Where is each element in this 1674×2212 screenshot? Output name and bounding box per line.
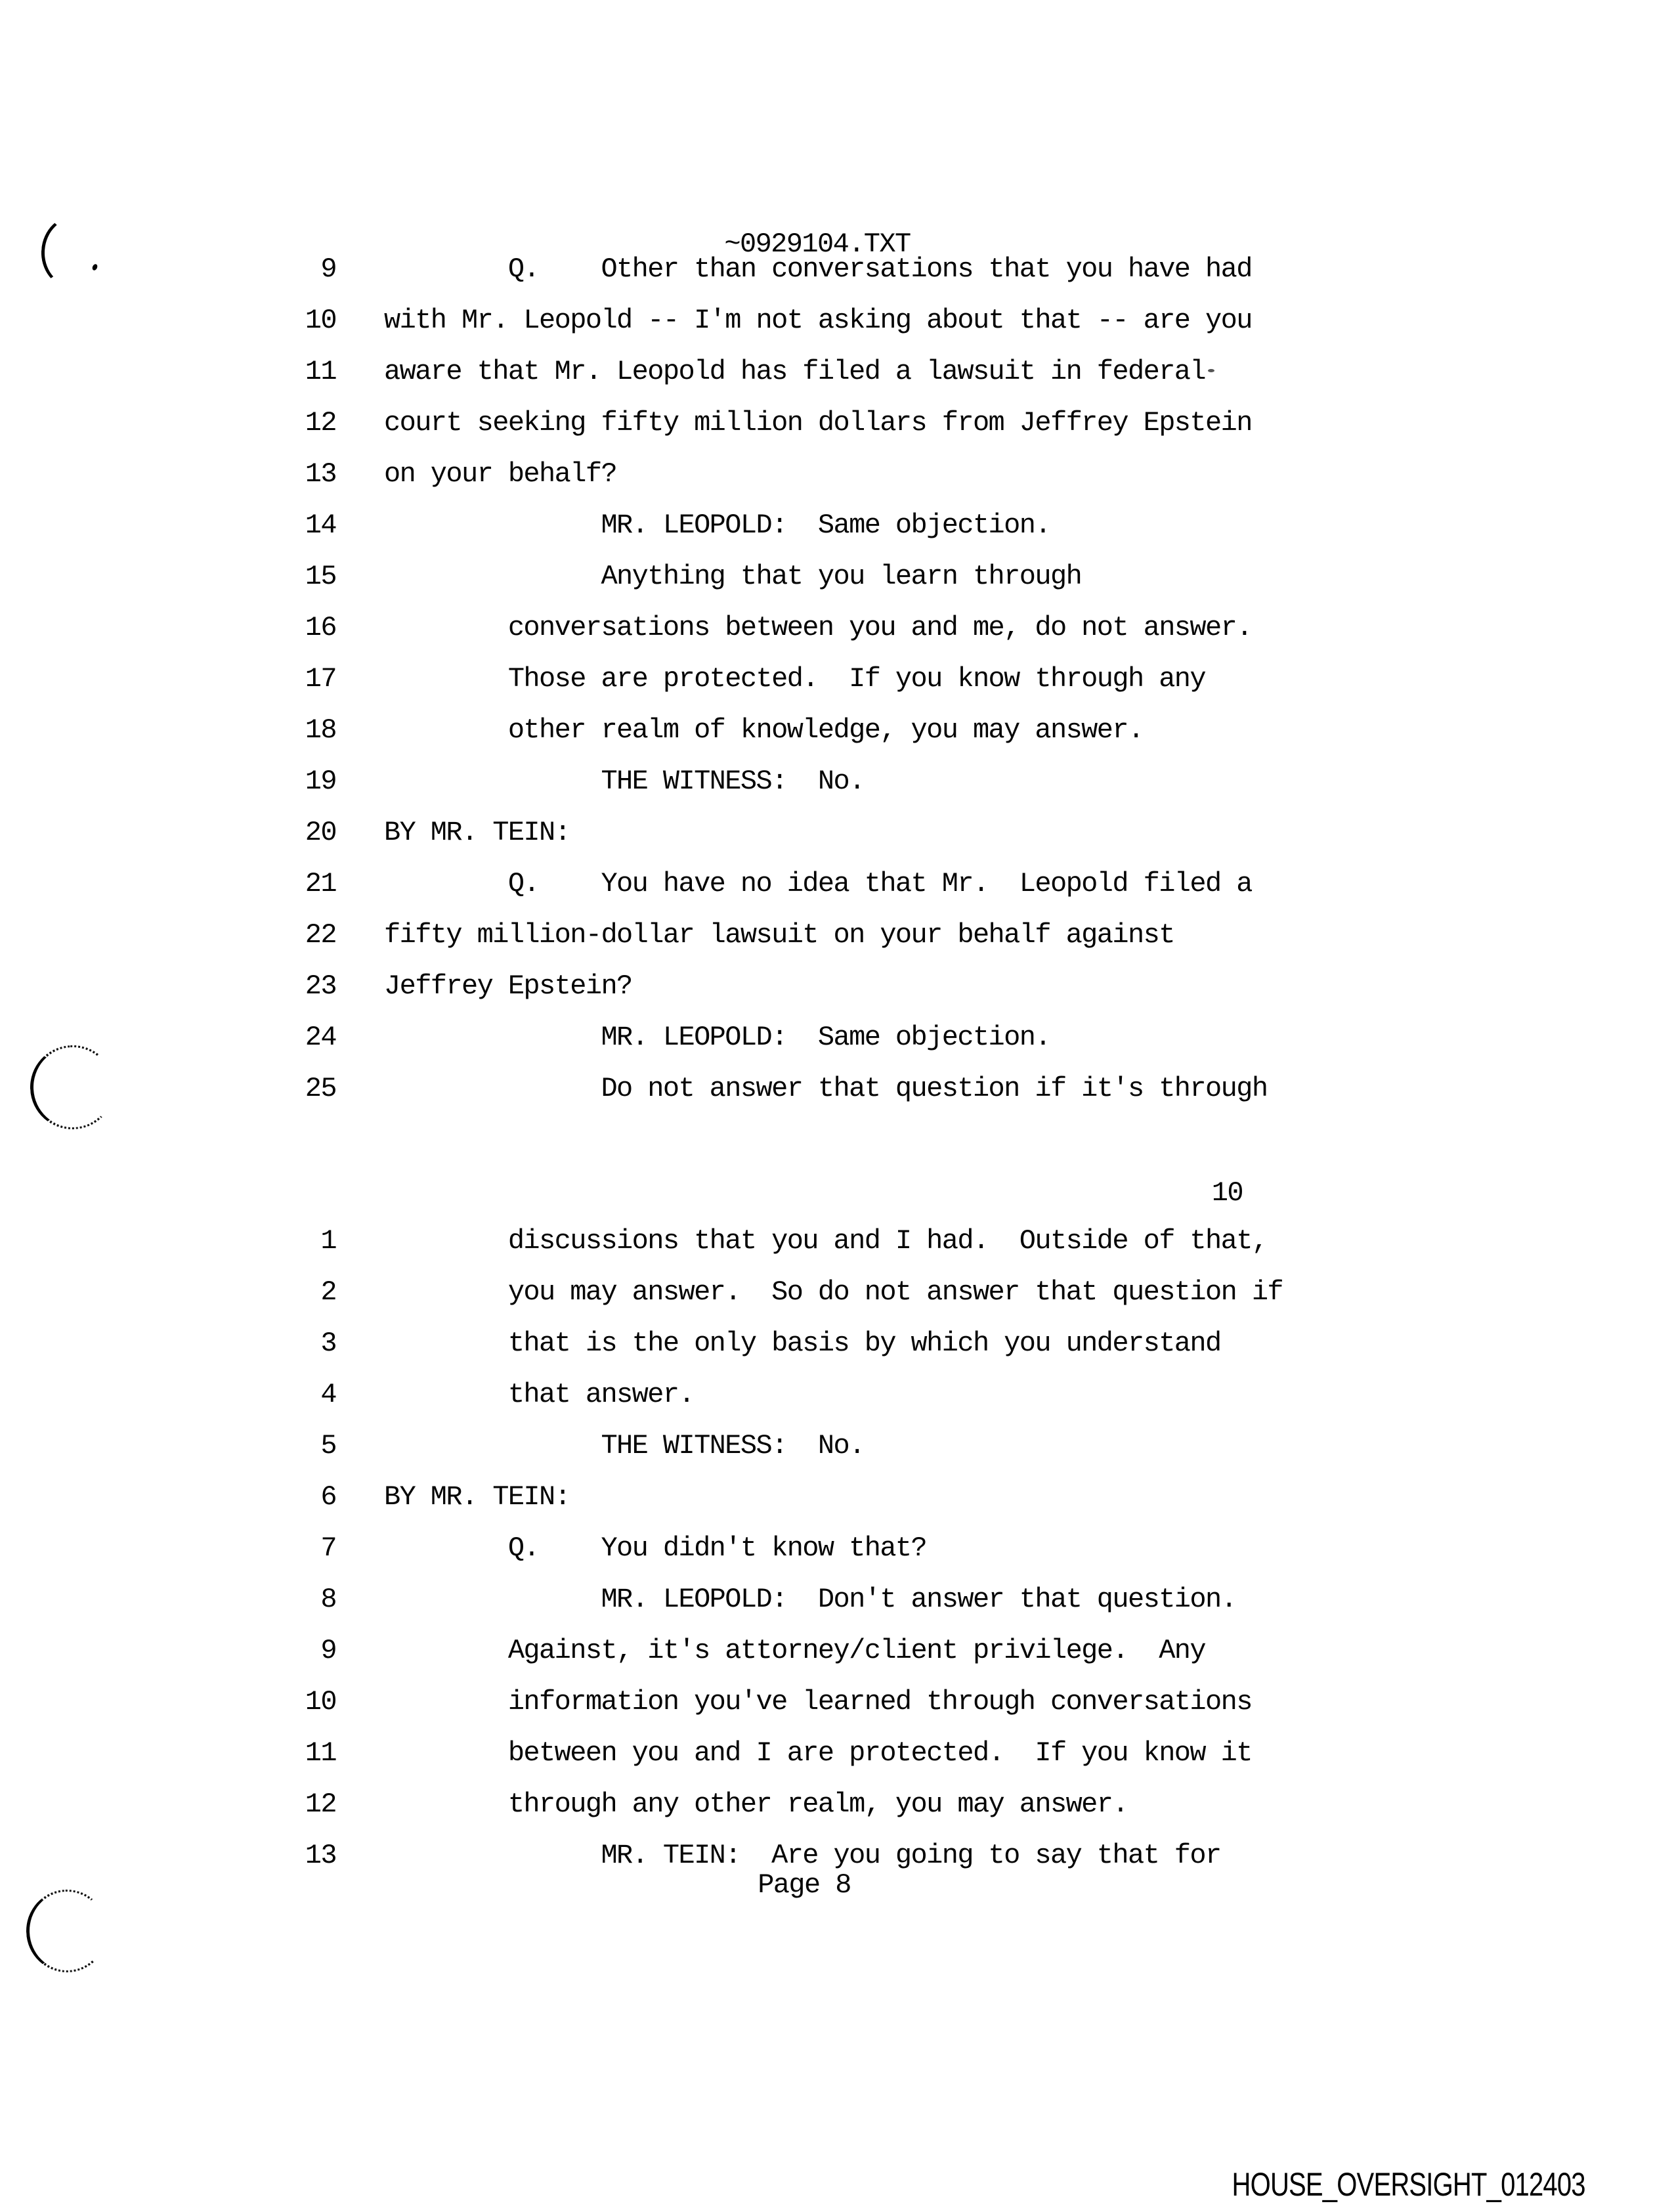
- line-text: MR. LEOPOLD: Same objection.: [384, 510, 1050, 541]
- line-number: 23: [305, 970, 336, 1002]
- transcript-line: [0, 346, 1267, 397]
- line-number: 8: [320, 1584, 336, 1615]
- line-number: 9: [320, 1635, 336, 1666]
- line-number: 25: [305, 1073, 336, 1104]
- transcript-line: [0, 1420, 1283, 1471]
- transcript-line: [0, 858, 1267, 909]
- transcript-line: [0, 244, 1267, 295]
- line-number: 3: [320, 1328, 336, 1359]
- line-number: 22: [305, 919, 336, 951]
- line-text: you may answer. So do not answer that question if: [384, 1276, 1283, 1308]
- transcript-line: [0, 1012, 1267, 1063]
- transcript-line: [0, 295, 1267, 346]
- line-text: Q. Other than conversations that you have had: [384, 253, 1252, 285]
- line-number: 12: [305, 1789, 336, 1820]
- line-text: Anything that you learn through: [384, 561, 1082, 592]
- transcript-line: [0, 1727, 1283, 1779]
- line-text: Those are protected. If you know through any: [384, 663, 1206, 695]
- line-number: 13: [305, 1840, 336, 1871]
- line-text: discussions that you and I had. Outside of that,: [384, 1225, 1268, 1257]
- transcript-line: [0, 1523, 1283, 1574]
- line-number: 21: [305, 868, 336, 900]
- page-number-marker: 10: [1211, 1177, 1243, 1209]
- line-text: MR. LEOPOLD: Same objection.: [384, 1022, 1050, 1053]
- transcript-line: [0, 1267, 1283, 1318]
- line-number: 5: [320, 1430, 336, 1462]
- transcript-line: [0, 756, 1267, 807]
- line-number: 16: [305, 612, 336, 643]
- line-number: 4: [320, 1379, 336, 1410]
- line-number: 24: [305, 1022, 336, 1053]
- transcript-line: [0, 602, 1267, 653]
- line-number: 2: [320, 1276, 336, 1308]
- transcript-line: [0, 1574, 1283, 1625]
- transcript-line: [0, 1215, 1283, 1267]
- transcript-line: [0, 1063, 1267, 1114]
- transcript-line: [0, 1779, 1283, 1830]
- line-text: court seeking fifty million dollars from Jeffrey Epstein: [384, 407, 1252, 439]
- line-text: Do not answer that question if it's through: [384, 1073, 1268, 1104]
- line-text: MR. TEIN: Are you going to say that for: [384, 1840, 1221, 1871]
- line-number: 7: [320, 1532, 336, 1564]
- line-number: 10: [305, 1686, 336, 1718]
- line-text: aware that Mr. Leopold has filed a lawsuit in federal: [384, 356, 1206, 387]
- line-text: through any other realm, you may answer.: [384, 1789, 1128, 1820]
- transcript-line: [0, 500, 1267, 551]
- line-number: 9: [320, 253, 336, 285]
- scanner-artifact-speck: [1208, 369, 1214, 372]
- line-number: 18: [305, 714, 336, 746]
- line-text: THE WITNESS: No.: [384, 766, 865, 797]
- transcript-block-page-10: [0, 1215, 1283, 1881]
- line-number: 19: [305, 766, 336, 797]
- line-text: between you and I are protected. If you know it: [384, 1737, 1252, 1769]
- line-text: MR. LEOPOLD: Don't answer that question.: [384, 1584, 1237, 1615]
- line-number: 13: [305, 458, 336, 490]
- line-number: 15: [305, 561, 336, 592]
- bates-number-stamp: HOUSE_OVERSIGHT_012403: [1232, 2166, 1585, 2203]
- document-filename-header: ~0929104.TXT: [724, 228, 911, 260]
- line-number: 12: [305, 407, 336, 439]
- line-number: 6: [320, 1481, 336, 1513]
- line-number: 10: [305, 305, 336, 336]
- line-text: that answer.: [384, 1379, 695, 1410]
- line-number: 14: [305, 510, 336, 541]
- line-text: conversations between you and me, do not answer.: [384, 612, 1252, 643]
- page-footer-label: Page 8: [758, 1869, 851, 1901]
- transcript-line: [0, 1369, 1283, 1420]
- transcript-line: [0, 397, 1267, 448]
- transcript-line: [0, 448, 1267, 500]
- transcript-line: [0, 961, 1267, 1012]
- line-text: Q. You didn't know that?: [384, 1532, 927, 1564]
- transcript-line: [0, 1471, 1283, 1523]
- scanner-artifact-arc-bottom: [25, 1888, 109, 1974]
- transcript-block-page-9: [0, 244, 1267, 1114]
- line-text: BY MR. TEIN:: [384, 817, 570, 848]
- line-number: 11: [305, 1737, 336, 1769]
- line-text: Q. You have no idea that Mr. Leopold filed a: [384, 868, 1252, 900]
- line-number: 20: [305, 817, 336, 848]
- line-number: 17: [305, 663, 336, 695]
- transcript-line: [0, 653, 1267, 705]
- line-text: Against, it's attorney/client privilege. Any: [384, 1635, 1206, 1666]
- transcript-line: [0, 909, 1267, 961]
- transcript-line: [0, 551, 1267, 602]
- line-number: 11: [305, 356, 336, 387]
- line-number: 1: [320, 1225, 336, 1257]
- transcript-line: [0, 705, 1267, 756]
- transcript-line: [0, 1676, 1283, 1727]
- line-text: information you've learned through conversations: [384, 1686, 1252, 1718]
- line-text: THE WITNESS: No.: [384, 1430, 865, 1462]
- line-text: that is the only basis by which you understand: [384, 1328, 1221, 1359]
- transcript-line: [0, 807, 1267, 858]
- transcript-line: [0, 1625, 1283, 1676]
- transcript-line: [0, 1318, 1283, 1369]
- line-text: with Mr. Leopold -- I'm not asking about that -- are you: [384, 305, 1252, 336]
- line-text: on your behalf?: [384, 458, 617, 490]
- line-text: Jeffrey Epstein?: [384, 970, 632, 1002]
- line-text: BY MR. TEIN:: [384, 1481, 570, 1513]
- line-text: fifty million-dollar lawsuit on your behalf against: [384, 919, 1174, 951]
- line-text: other realm of knowledge, you may answer.: [384, 714, 1144, 746]
